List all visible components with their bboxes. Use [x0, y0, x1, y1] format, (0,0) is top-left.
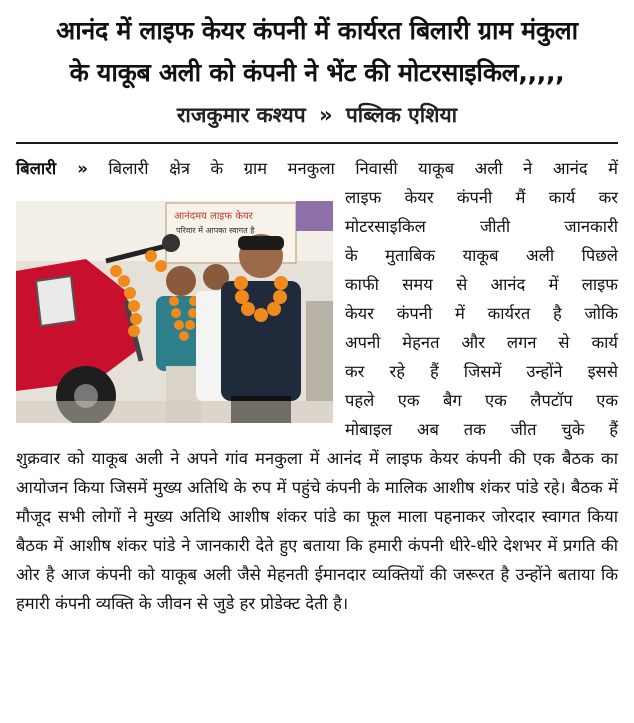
article-paragraph: शुक्रवार को याकूब अली ने अपने गांव मनकुला में आनंद में लाइफ केयर कंपनी की एक बैठक का आयोजन किया जिसमें मुख्य अतिथि के रुप में पहुंचे कंपनी के मालिक आशीष शंकर पांडे रहे। बैठक में मौजूद सभी लोगों ने मुख्य अतिथि आशीष शंकर पांडे का फूल माला पहनाकर जोरदार स्वागत किया बैठक में आशीष शंकर पांडे ने जानकारी देते हुए बताया कि हमारी कंपनी धीरे-धीरे देशभर में प्रगति की ओर है आज कंपनी को याकूब अली जैसे मेहनती ईमानदार व्यक्तियों की जरूरत है उन्होंने बताया कि हमारी कंपनी व्यक्ति के जीवन से जुडे हर प्रोडेक्ट देती है।	[16, 449, 618, 613]
photo-and-side-text	[16, 183, 618, 444]
headline-divider	[16, 142, 618, 144]
dateline: बिलारी »	[16, 159, 88, 178]
photo-illustration	[16, 201, 333, 423]
article-lead	[16, 154, 618, 183]
publication-name: पब्लिक एशिया	[345, 103, 458, 127]
article-body	[16, 154, 618, 618]
byline	[16, 98, 618, 132]
news-photo	[16, 201, 333, 423]
side-line-9: मोबाइल अब तक जीत चुके हैं	[345, 420, 618, 439]
side-line-4: काफी समय से आनंद में लाइफ	[345, 275, 618, 294]
headline-line-2: के याकूब अली को कंपनी ने भेंट की मोटरसाइकिल,,,,,	[69, 58, 565, 87]
banner-text-1: आनंदमय लाइफ केयर	[174, 211, 253, 222]
headline	[16, 10, 618, 94]
banner-text-2: परिवार में आपका स्वागत है	[176, 226, 255, 235]
lead-text: बिलारी क्षेत्र के ग्राम मनकुला निवासी याकूब अली ने आनंद में	[108, 159, 618, 178]
side-line-6: अपनी मेहनत और लगन से कार्य	[345, 333, 618, 352]
side-line-1: लाइफ केयर कंपनी मैं कार्य कर	[345, 188, 618, 207]
author-name: राजकुमार कश्यप	[176, 103, 306, 127]
wrapped-text	[345, 183, 618, 444]
side-line-5: केयर कंपनी में कार्यरत है जोकि	[345, 304, 618, 323]
side-line-2: मोटरसाइकिल जीती जानकारी	[345, 217, 618, 236]
side-line-3: के मुताबिक याकूब अली पिछले	[345, 246, 618, 265]
side-line-7: कर रहे हैं जिसमें उन्होंने इससे	[345, 362, 618, 381]
byline-separator: »	[318, 103, 333, 127]
side-line-8: पहले एक बैग एक लैपटॉप एक	[345, 391, 618, 410]
headline-line-1: आनंद में लाइफ केयर कंपनी में कार्यरत बिलारी ग्राम मंकुला	[56, 16, 578, 45]
